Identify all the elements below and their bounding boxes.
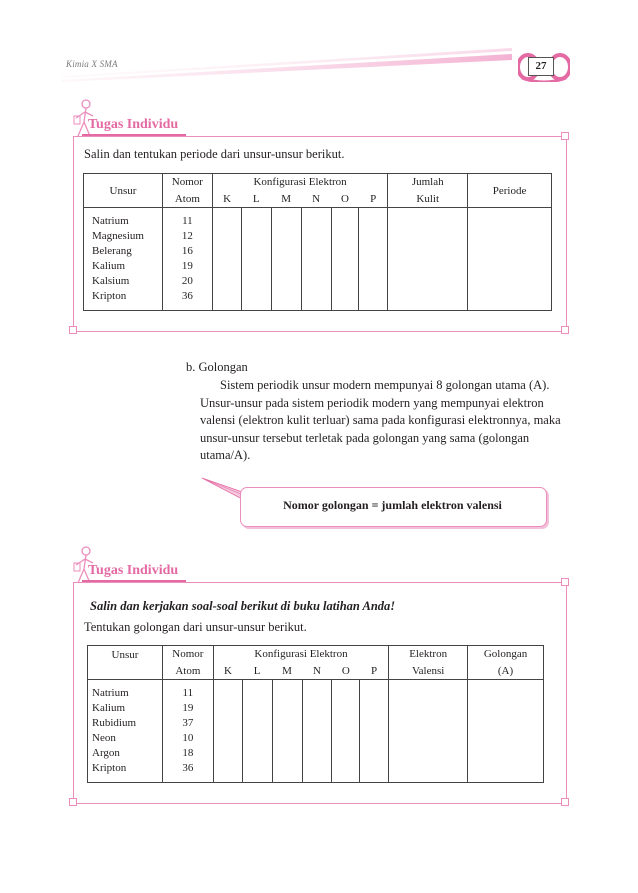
- list-item: 12: [181, 230, 193, 242]
- atomic-number-list: [162, 208, 212, 311]
- golongan-line-3: valensi (elektron kulit terluar) sama pada konfigurasi elektronnya, maka: [200, 413, 561, 427]
- col-header-atom: Atom: [162, 191, 212, 208]
- shell-header-n: N: [302, 663, 332, 680]
- list-item: Kalium: [92, 702, 125, 714]
- task2-table: [87, 645, 544, 783]
- list-item: 11: [182, 687, 194, 699]
- header-band-decoration: [62, 46, 512, 82]
- empty-cell: [331, 208, 359, 311]
- golongan-line-4: unsur-unsur tersebut terletak pada golongan yang sama (golongan: [200, 430, 530, 445]
- list-item: 19: [182, 702, 194, 714]
- empty-cell: [359, 208, 388, 311]
- empty-cell: [272, 680, 302, 783]
- col-header-konfigurasi: Konfigurasi Elektron: [213, 646, 388, 663]
- col-header-atom: Atom: [162, 663, 213, 680]
- frame-corner: [69, 798, 77, 806]
- task1-title: Tugas Individu: [88, 117, 179, 132]
- golongan-line-1: Sistem periodik unsur modern mempunyai 8 golongan utama (A).: [220, 378, 550, 392]
- frame-corner: [561, 326, 569, 334]
- list-item: Natrium: [92, 687, 129, 699]
- list-item: 19: [181, 260, 193, 272]
- list-item: Kripton: [92, 290, 127, 302]
- shell-header-m: M: [271, 191, 301, 208]
- list-item: Kalsium: [92, 275, 130, 287]
- golongan-line-5: utama/A).: [200, 448, 251, 462]
- shell-header-o: O: [331, 191, 359, 208]
- shell-header-m: M: [272, 663, 302, 680]
- task2-subtitle: Salin dan kerjakan soal-soal berikut di buku latihan Anda!: [90, 599, 396, 613]
- frame-corner: [561, 578, 569, 586]
- empty-cell: [301, 208, 331, 311]
- task2-instruction: Tentukan golongan dari unsur-unsur berikut.: [84, 620, 307, 634]
- task1-table: [83, 173, 552, 311]
- task2-title: Tugas Individu: [88, 563, 179, 578]
- list-item: 10: [182, 732, 194, 744]
- empty-cell: [302, 680, 332, 783]
- list-item: Argon: [92, 747, 120, 759]
- golongan-line-2: Unsur-unsur pada sistem periodik modern yang mempunyai elektron: [200, 395, 544, 410]
- shell-header-k: K: [212, 191, 241, 208]
- empty-cell: [360, 680, 389, 783]
- list-item: 20: [181, 275, 193, 287]
- list-item: 37: [182, 717, 194, 729]
- list-item: Natrium: [92, 215, 129, 227]
- running-title: Kimia X SMA: [66, 59, 118, 69]
- shell-header-k: K: [213, 663, 242, 680]
- col-header-golongan-a: (A): [468, 663, 544, 680]
- empty-cell: [388, 208, 468, 311]
- frame-corner: [561, 132, 569, 140]
- col-header-konfigurasi: Konfigurasi Elektron: [212, 174, 387, 191]
- list-item: 18: [182, 747, 194, 759]
- shell-header-l: L: [242, 663, 272, 680]
- col-header-unsur: Unsur: [88, 646, 163, 680]
- element-list: [84, 208, 163, 311]
- golongan-heading: b. Golongan: [186, 360, 248, 374]
- list-item: Magnesium: [92, 230, 144, 242]
- list-item: Belerang: [92, 245, 132, 257]
- empty-cell: [468, 680, 544, 783]
- list-item: 16: [181, 245, 193, 257]
- empty-cell: [271, 208, 301, 311]
- empty-cell: [389, 680, 468, 783]
- frame-corner: [69, 326, 77, 334]
- col-header-kulit: Kulit: [388, 191, 468, 208]
- frame-corner: [561, 798, 569, 806]
- col-header-nomor: Nomor: [162, 174, 212, 191]
- shell-header-p: P: [359, 191, 388, 208]
- empty-cell: [242, 680, 272, 783]
- list-item: 36: [182, 762, 194, 774]
- element-list: [88, 680, 163, 783]
- col-header-periode: Periode: [468, 174, 552, 208]
- col-header-jumlah: Jumlah: [388, 174, 468, 191]
- empty-cell: [241, 208, 271, 311]
- list-item: Neon: [92, 732, 116, 744]
- shell-header-p: P: [360, 663, 389, 680]
- atomic-number-list: [162, 680, 213, 783]
- empty-cell: [212, 208, 241, 311]
- shell-header-n: N: [301, 191, 331, 208]
- list-item: 11: [182, 215, 193, 227]
- empty-cell: [213, 680, 242, 783]
- page-number: 27: [528, 57, 554, 76]
- empty-cell: [468, 208, 552, 311]
- list-item: Rubidium: [92, 717, 137, 729]
- list-item: 36: [181, 290, 193, 302]
- col-header-golongan: Golongan: [468, 646, 544, 663]
- col-header-unsur: Unsur: [84, 174, 163, 208]
- shell-header-l: L: [241, 191, 271, 208]
- col-header-nomor: Nomor: [162, 646, 213, 663]
- empty-cell: [332, 680, 360, 783]
- col-header-elektron: Elektron: [389, 646, 468, 663]
- list-item: Kalium: [92, 260, 125, 272]
- task1-instruction: Salin dan tentukan periode dari unsur-unsur berikut.: [84, 147, 345, 161]
- shell-header-o: O: [332, 663, 360, 680]
- list-item: Kripton: [92, 762, 127, 774]
- formula-text: Nomor golongan = jumlah elektron valensi: [283, 498, 502, 512]
- col-header-valensi: Valensi: [389, 663, 468, 680]
